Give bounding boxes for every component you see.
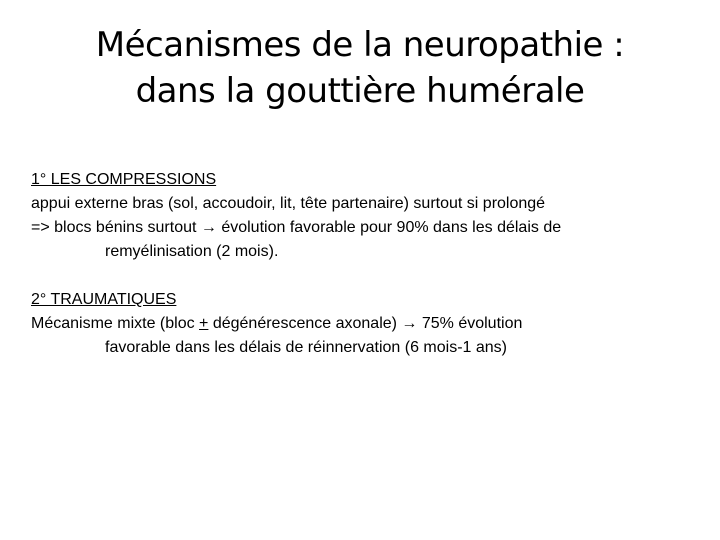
section-traumatiques: [31, 288, 701, 360]
slide-title-line-1: Mécanismes de la neuropathie :: [95, 25, 625, 65]
slide-body: [31, 168, 701, 360]
section-compressions-line-1: appui externe bras (sol, accoudoir, lit, tête partenaire) surtout si prolongé: [31, 195, 546, 212]
plus-sign: +: [199, 315, 209, 332]
section-compressions-heading: 1° LES COMPRESSIONS: [31, 171, 217, 188]
section-compressions: [31, 168, 701, 264]
section-compressions-line-2: => blocs bénins surtout → évolution favorable pour 90% dans les délais de: [31, 219, 562, 236]
slide-title: [40, 22, 680, 114]
slide-title-line-2: dans la gouttière humérale: [135, 71, 585, 111]
section-traumatiques-line-1-start: Mécanisme mixte (bloc: [31, 315, 200, 332]
section-traumatiques-line-1-end: dégénérescence axonale) → 75% évolution: [208, 315, 523, 332]
section-traumatiques-line-1: [31, 312, 701, 336]
section-traumatiques-line-2: favorable dans les délais de réinnervation (6 mois-1 ans): [105, 339, 507, 356]
section-compressions-line-3: remyélinisation (2 mois).: [105, 243, 279, 260]
section-traumatiques-heading: 2° TRAUMATIQUES: [31, 291, 177, 308]
